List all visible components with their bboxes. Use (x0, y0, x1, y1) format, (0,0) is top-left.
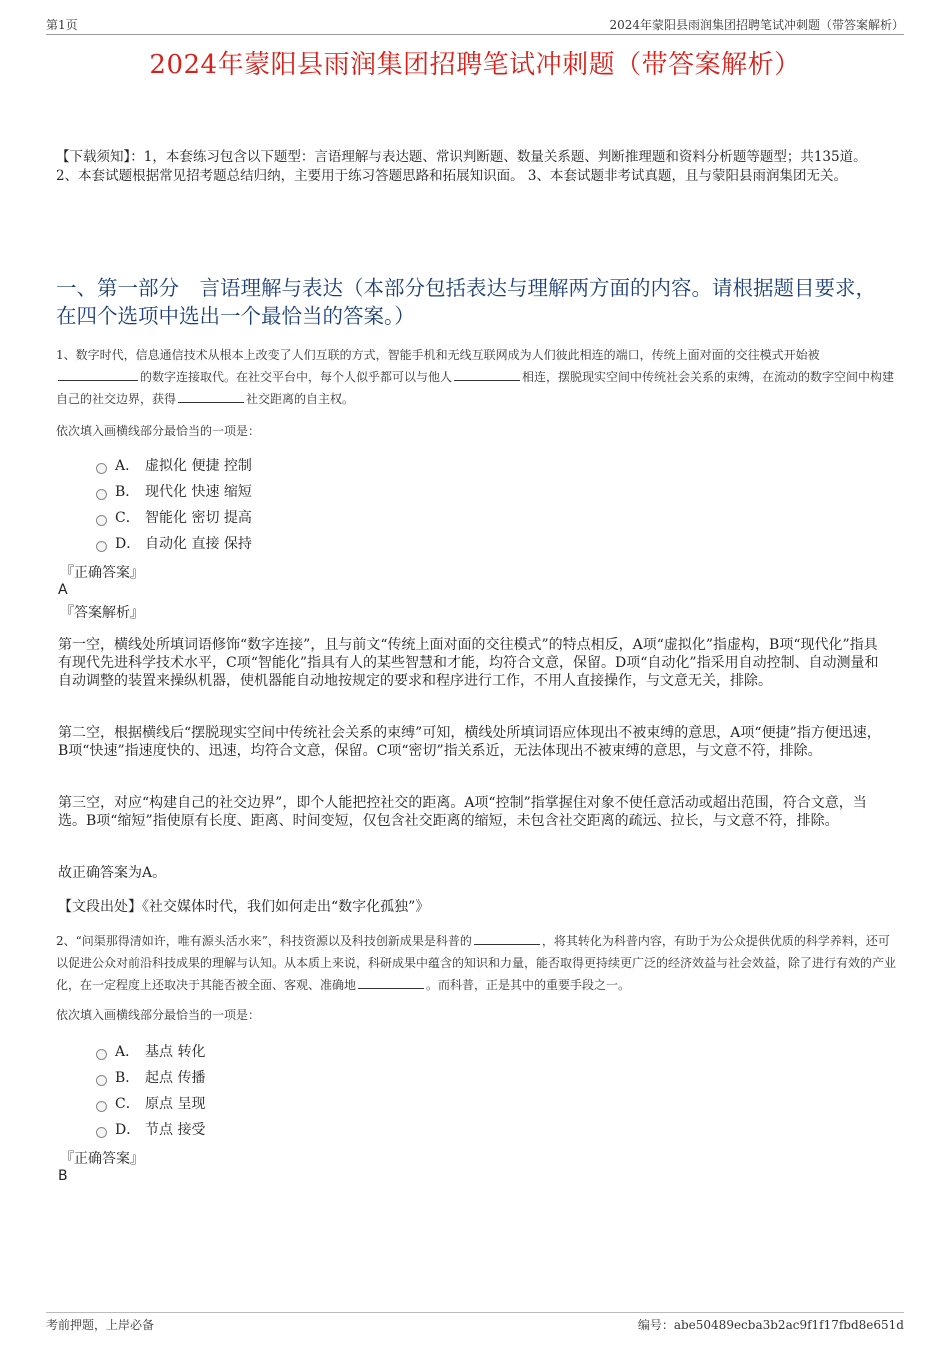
footer-serial: 编号：abe50489ecba3b2ac9f1f17fbd8e651d (637, 1318, 904, 1332)
question-2-stem: 2、“问渠那得清如许，唯有源头活水来”，科技资源以及科技创新成果是科普的 ，将其转化为科普内容，有助于为公众提供优质的科学养料，还可以促进公众对前沿科技成果的理解与认知。从本质上来说，科研成果中蕴含的知识和力量，能否取得更持续更广泛的经济效益与社会效益，除了进行有效的产业化，在一定程度上还取决于其能否被全面、客观、准确地 。而科普，正是其中的重要手段之一。 (56, 934, 897, 992)
document-title: 2024年蒙阳县雨润集团招聘笔试冲刺题（带答案解析） (149, 50, 801, 80)
answer-value: B (58, 1168, 68, 1184)
download-notice: 【下载须知】：1，本套练习包含以下题型：言语理解与表达题、常识判断题、数量关系题、判断推理题和资料分析题等题型；共135道。 2、本套试题根据常见招考题总结归纳，主要用于练习答题思路和拓展知识面。 3、本套试题非考试真题，且与蒙阳县雨润集团无关。 (56, 149, 867, 184)
question-2-prompt: 依次填入画横线部分最恰当的一项是： (56, 1008, 261, 1022)
source-citation: 【文段出处】《社交媒体时代，我们如何走出“数字化孤独”》 (58, 899, 430, 915)
footer-slogan: 考前押题，上岸必备 (46, 1318, 155, 1332)
option-b[interactable]: B． 现代化 快速 缩短 (96, 478, 252, 504)
analysis-paragraph: 第二空，根据横线后“摆脱现实空间中传统社会关系的束缚”可知，横线处所填词语应体现出不被束缚的意思，A项“便捷”指方便迅速，B项“快速”指速度快的、迅速，均符合文意，保留。C项“密切”指关系近，无法体现出不被束缚的意思，与文意不符，排除。 (58, 725, 881, 759)
page-header (46, 14, 904, 35)
page-footer (46, 1312, 904, 1332)
answer-label: 『正确答案』 (60, 565, 144, 581)
section-heading: 一、第一部分 言语理解与表达（本部分包括表达与理解两方面的内容。请根据题目要求，在四个选项中选出一个最恰当的答案。） (56, 276, 876, 328)
fill-blank (178, 390, 244, 403)
question-2-options (96, 1038, 205, 1142)
analysis-paragraph: 第三空，对应“构建自己的社交边界”，即个人能把控社交的距离。A项“控制”指掌握住对象不使任意活动或超出范围，符合文意，当选。B项“缩短”指使原有长度、距离、时间变短，仅包含社交距离的缩短，未包含社交距离的疏远、拉长，与文意不符，排除。 (58, 795, 867, 829)
question-1-prompt: 依次填入画横线部分最恰当的一项是： (56, 424, 261, 438)
radio-icon[interactable] (96, 515, 107, 526)
fill-blank (474, 932, 540, 945)
option-a[interactable]: A． 基点 转化 (96, 1038, 205, 1064)
radio-icon[interactable] (96, 1101, 107, 1112)
answer-value: A (58, 582, 68, 598)
analysis-paragraph: 第一空，横线处所填词语修饰“数字连接”，且与前文“传统上面对面的交往模式”的特点相反，A项“虚拟化”指虚构，B项“现代化”指具有现代先进科学技术水平，C项“智能化”指具有人的某些智慧和才能，均符合文意，保留。D项“自动化”指采用自动控制、自动测量和自动调整的装置来操纵机器，使机器能自动地按规定的要求和程序进行工作，不用人直接操作，与文意无关，排除。 (58, 637, 879, 689)
fill-blank (58, 368, 138, 381)
option-c[interactable]: C． 智能化 密切 提高 (96, 504, 252, 530)
radio-icon[interactable] (96, 1049, 107, 1060)
option-d[interactable]: D． 节点 接受 (96, 1116, 205, 1142)
radio-icon[interactable] (96, 541, 107, 552)
radio-icon[interactable] (96, 1075, 107, 1086)
radio-icon[interactable] (96, 463, 107, 474)
answer-label: 『正确答案』 (60, 1151, 144, 1167)
fill-blank (454, 368, 520, 381)
question-1-stem: 1、数字时代，信息通信技术从根本上改变了人们互联的方式，智能手机和无线互联网成为人们彼此相连的端口，传统上面对面的交往模式开始被的数字连接取代。在社交平台中，每个人似乎都可以与他人 相连，摆脱现实空间中传统社会关系的束缚，在流动的数字空间中构建自己的社交边界，获得 社交距离的自主权。 (56, 348, 895, 406)
option-b[interactable]: B． 起点 传播 (96, 1064, 205, 1090)
header-doc-title: 2024年蒙阳县雨润集团招聘笔试冲刺题（带答案解析） (609, 18, 904, 32)
fill-blank (358, 976, 424, 989)
radio-icon[interactable] (96, 489, 107, 500)
option-a[interactable]: A． 虚拟化 便捷 控制 (96, 452, 252, 478)
question-1-options (96, 452, 252, 556)
analysis-label: 『答案解析』 (60, 605, 144, 621)
page-number: 第1页 (46, 18, 78, 32)
option-d[interactable]: D． 自动化 直接 保持 (96, 530, 252, 556)
analysis-conclusion: 故正确答案为A。 (58, 865, 167, 881)
radio-icon[interactable] (96, 1127, 107, 1138)
option-c[interactable]: C． 原点 呈现 (96, 1090, 205, 1116)
